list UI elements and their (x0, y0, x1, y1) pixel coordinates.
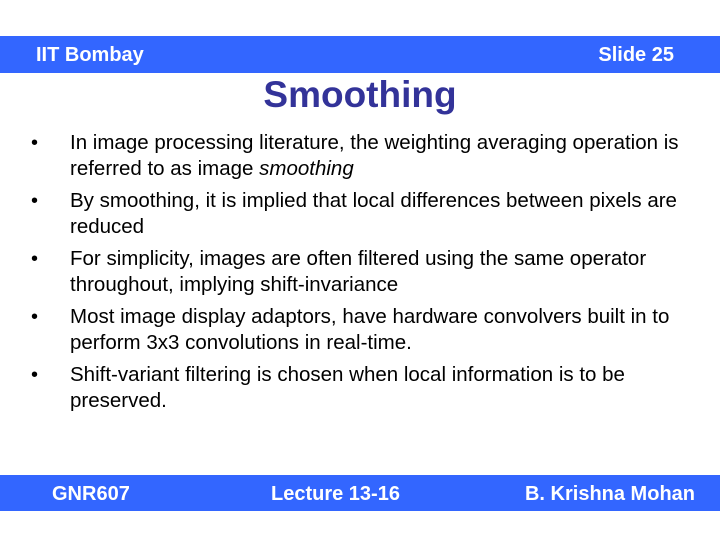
slide-number: Slide 25 (598, 44, 674, 66)
bullet-text: In image processing literature, the weighting averaging operation is referred to as image (70, 131, 679, 180)
bullet-emphasis: smoothing (259, 157, 354, 180)
bullet-marker: • (31, 306, 39, 328)
slide-title: Smoothing (263, 74, 457, 115)
bullet-text: Shift-variant filtering is chosen when local information is to be preserved. (70, 363, 625, 412)
bullet-text: For simplicity, images are often filtered using the same operator throughout, implying shift-invariance (70, 247, 647, 296)
bullet-marker: • (31, 364, 39, 386)
author-name: B. Krishna Mohan (524, 483, 695, 505)
bullet-item (27, 362, 697, 414)
bullet-item (27, 188, 697, 240)
lecture-label: Lecture 13-16 (271, 483, 400, 505)
bullet-marker: • (31, 248, 39, 270)
course-code: GNR607 (52, 483, 130, 505)
bullet-text: Most image display adaptors, have hardware convolvers built in to perform 3x3 convolutions in real-time. (70, 305, 670, 354)
footer-bar (0, 475, 720, 511)
bullet-marker: • (31, 190, 39, 212)
header-bar (0, 36, 720, 73)
bullet-text: By smoothing, it is implied that local differences between pixels are reduced (70, 189, 677, 238)
bullet-list (27, 130, 697, 420)
bullet-item (27, 130, 697, 182)
bullet-item (27, 304, 697, 356)
institution-label: IIT Bombay (36, 44, 144, 66)
bullet-marker: • (31, 132, 39, 154)
bullet-item (27, 246, 697, 298)
